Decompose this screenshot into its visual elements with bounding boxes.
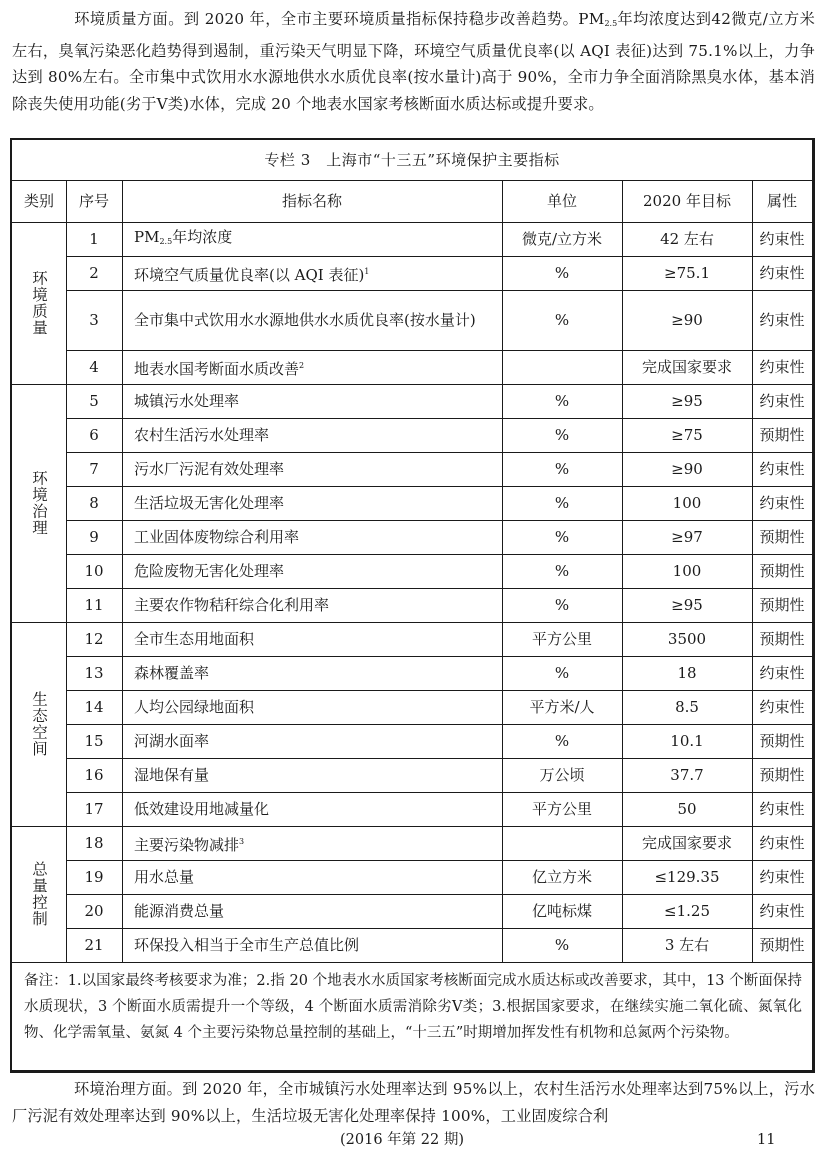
attribute-value: 约束性 <box>759 868 805 886</box>
target-value: ≥75.1 <box>664 264 710 282</box>
attribute-value: 约束性 <box>759 698 805 716</box>
target-value: ≤129.35 <box>654 868 720 886</box>
attribute-value: 约束性 <box>759 392 805 410</box>
unit-value: 万公顷 <box>539 766 585 784</box>
indicator-name-main: 河湖水面率 <box>134 732 210 750</box>
indicator-name-text <box>134 262 369 285</box>
attribute-value: 约束性 <box>759 264 805 282</box>
indicator-name <box>122 724 502 758</box>
indicator-name-text <box>134 867 194 887</box>
intro-paragraph <box>12 6 815 117</box>
unit-value: % <box>554 664 570 682</box>
row-number: 16 <box>84 766 104 784</box>
intro-text-part1: 环境质量方面。到 2020 年，全市主要环境质量指标保持稳步改善趋势。PM <box>74 10 605 28</box>
indicator-name-main: 污水厂污泥有效处理率 <box>134 460 285 478</box>
indicator-name <box>122 690 502 724</box>
attribute-value: 约束性 <box>759 664 805 682</box>
indicator-name-text <box>134 356 304 379</box>
attribute-value: 预期性 <box>759 528 805 546</box>
indicator-name <box>122 622 502 656</box>
indicator-name <box>122 894 502 928</box>
row-number: 11 <box>84 596 104 614</box>
target-value: 8.5 <box>675 698 699 716</box>
row-number: 17 <box>84 800 104 818</box>
unit-value: 亿立方米 <box>531 868 592 886</box>
pm-subscript: 2.5 <box>159 236 173 246</box>
unit-value: % <box>554 311 570 329</box>
indicator-name <box>122 792 502 826</box>
row-number: 7 <box>89 460 99 478</box>
target-value: ≥95 <box>671 596 703 614</box>
indicator-name-main: 用水总量 <box>134 868 195 886</box>
indicator-name-main: PM <box>134 227 160 246</box>
divider-line <box>122 180 123 962</box>
row-number: 15 <box>84 732 104 750</box>
indicator-name-main: 全市生态用地面积 <box>134 630 255 648</box>
category-label: 环境质量 <box>30 270 48 336</box>
target-value: ≤1.25 <box>664 902 710 920</box>
row-number: 5 <box>89 392 99 410</box>
unit-value: 微克/立方米 <box>521 230 603 248</box>
indicator-name <box>122 256 502 290</box>
indicator-name-main: 环保投入相当于全市生产总值比例 <box>134 936 360 954</box>
row-number: 3 <box>89 311 99 329</box>
indicator-name-text <box>134 425 269 445</box>
indicator-name-main: 农村生活污水处理率 <box>134 426 270 444</box>
attribute-value: 约束性 <box>759 834 805 852</box>
bottom-paragraph <box>12 1076 815 1129</box>
target-value: 完成国家要求 <box>641 358 732 376</box>
indicator-name-text <box>134 663 209 683</box>
indicator-name <box>122 520 502 554</box>
row-number: 6 <box>89 426 99 444</box>
indicator-name-main: 全市集中式饮用水水源地供水水质优良率(按水量计) <box>134 311 476 329</box>
divider-line <box>752 180 753 962</box>
indicator-name <box>122 486 502 520</box>
target-value: 18 <box>677 664 697 682</box>
indicator-name-main: 低效建设用地减量化 <box>134 800 270 818</box>
indicator-name-text <box>134 391 239 411</box>
indicator-name <box>122 418 502 452</box>
row-number: 10 <box>84 562 104 580</box>
indicator-name <box>122 656 502 690</box>
unit-value: % <box>554 936 570 954</box>
attribute-value: 预期性 <box>759 426 805 444</box>
indicator-table <box>10 138 815 1073</box>
row-number: 2 <box>89 264 99 282</box>
indicator-name-main: 工业固体废物综合利用率 <box>134 528 300 546</box>
target-value: ≥95 <box>671 392 703 410</box>
indicator-name-text <box>134 310 476 330</box>
table-notes: 备注：1.以国家最终考核要求为准；2.指 20 个地表水水质国家考核断面完成水质达标或改善要求，其中，13 个断面保持水质现状，3 个断面水质需提升一个等级，4 个断面水质需消除劣Ⅴ类；3.根据国家要求，在继续实施二氧化硫、氮氧化物、化学需氧量、氨氮 4 个主要污染物总量控制的基础上，“十三五”时期增加挥发性有机物和总氮两个污染物。 <box>24 973 802 1041</box>
unit-value: % <box>554 528 570 546</box>
indicator-name-text <box>134 595 329 615</box>
bottom-text: 环境治理方面。到 2020 年，全市城镇污水处理率达到 95%以上，农村生活污水处理率达到75%以上，污水厂污泥有效处理率达到 90%以上，生活垃圾无害化处理率保持 100%，工业固废综合利 <box>12 1080 815 1125</box>
indicator-name-main: 能源消费总量 <box>134 902 225 920</box>
attribute-value: 预期性 <box>759 732 805 750</box>
indicator-name-text <box>134 799 269 819</box>
indicator-name-main: 危险废物无害化处理率 <box>134 562 285 580</box>
attribute-value: 约束性 <box>759 902 805 920</box>
target-value: 100 <box>672 494 702 512</box>
row-number: 21 <box>84 936 104 954</box>
attribute-value: 约束性 <box>759 460 805 478</box>
indicator-name <box>122 222 502 256</box>
unit-value <box>502 350 622 384</box>
unit-value: % <box>554 392 570 410</box>
target-value: 37.7 <box>670 766 704 784</box>
divider-line <box>622 180 623 962</box>
footnote-marker: 1 <box>364 266 370 276</box>
unit-value: % <box>554 264 570 282</box>
target-value: 50 <box>677 800 697 818</box>
header-category: 类别 <box>23 192 54 210</box>
indicator-name <box>122 452 502 486</box>
indicator-name <box>122 928 502 962</box>
indicator-name-text <box>134 629 254 649</box>
indicator-name-text <box>134 765 209 785</box>
row-number: 13 <box>84 664 104 682</box>
indicator-name-main: 主要污染物减排 <box>134 835 240 854</box>
intro-text-part2: 年均浓度达到42微克/立方米左右，臭氧污染恶化趋势得到遏制，重污染天气明显下降，环境空气质量优良率(以 AQI 表征)达到 75.1%以上，力争达到 80%左右。全市集中式饮用水水源地供水水质优良率(按水量计)高于 90%，全市力争全面消除黑臭水体，基本消除丧失使用功能(劣于Ⅴ类)水体，完成 20 个地表水国家考核断面水质达标或提升要求。 <box>12 10 815 113</box>
indicator-name <box>122 860 502 894</box>
attribute-value: 约束性 <box>759 358 805 376</box>
attribute-value: 预期性 <box>759 936 805 954</box>
indicator-name <box>122 758 502 792</box>
unit-value: % <box>554 596 570 614</box>
indicator-name <box>122 384 502 418</box>
unit-value: % <box>554 494 570 512</box>
indicator-name-text <box>134 227 232 252</box>
attribute-value: 约束性 <box>759 311 805 329</box>
indicator-name <box>122 350 502 384</box>
unit-value: 亿吨标煤 <box>531 902 592 920</box>
issue-label: (2016 年第 22 期) <box>340 1132 464 1148</box>
row-number: 1 <box>89 230 99 248</box>
indicator-name-text <box>134 935 359 955</box>
row-number: 9 <box>89 528 99 546</box>
header-unit: 单位 <box>546 192 577 210</box>
indicator-name <box>122 554 502 588</box>
target-value: ≥90 <box>671 460 703 478</box>
row-number: 14 <box>84 698 104 716</box>
indicator-name <box>122 588 502 622</box>
row-number: 4 <box>89 358 99 376</box>
row-number: 18 <box>84 834 104 852</box>
header-target: 2020 年目标 <box>643 192 731 210</box>
pm-subscript: 2.5 <box>604 19 618 28</box>
indicator-name-suffix: 年均浓度 <box>172 227 233 246</box>
attribute-value: 预期性 <box>759 766 805 784</box>
unit-value: 平方公里 <box>531 630 592 648</box>
header-name: 指标名称 <box>281 192 342 210</box>
footnote-marker: 2 <box>299 360 305 370</box>
attribute-value: 预期性 <box>759 562 805 580</box>
indicator-name-main: 森林覆盖率 <box>134 664 210 682</box>
indicator-name-text <box>134 527 299 547</box>
target-value: 100 <box>672 562 702 580</box>
attribute-value: 约束性 <box>759 800 805 818</box>
row-number: 12 <box>84 630 104 648</box>
category-label: 总量控制 <box>30 861 48 927</box>
header-attr: 属性 <box>766 192 797 210</box>
target-value: 42 左右 <box>660 230 714 248</box>
category-label: 环境治理 <box>30 470 48 536</box>
indicator-name <box>122 290 502 350</box>
indicator-name-main: 地表水国考断面水质改善 <box>134 359 300 378</box>
divider-line <box>12 962 812 963</box>
attribute-value: 预期性 <box>759 630 805 648</box>
header-no: 序号 <box>78 192 109 210</box>
indicator-name-main: 湿地保有量 <box>134 766 210 784</box>
indicator-name-main: 人均公园绿地面积 <box>134 698 255 716</box>
category-label: 生态空间 <box>30 691 48 757</box>
unit-value: % <box>554 460 570 478</box>
target-value: ≥90 <box>671 311 703 329</box>
unit-value: % <box>554 426 570 444</box>
unit-value: 平方米/人 <box>529 698 595 716</box>
indicator-name-main: 主要农作物秸秆综合化利用率 <box>134 596 330 614</box>
indicator-name-text <box>134 697 254 717</box>
target-value: 3500 <box>667 630 707 648</box>
divider-line <box>502 180 503 962</box>
target-value: ≥75 <box>671 426 703 444</box>
row-number: 8 <box>89 494 99 512</box>
attribute-value: 约束性 <box>759 230 805 248</box>
indicator-name-main: 环境空气质量优良率(以 AQI 表征) <box>134 265 365 284</box>
table-title: 专栏 3 上海市“十三五”环境保护主要指标 <box>264 151 560 169</box>
indicator-name-main: 生活垃圾无害化处理率 <box>134 494 285 512</box>
row-number: 20 <box>84 902 104 920</box>
unit-value: % <box>554 732 570 750</box>
indicator-name-text <box>134 901 224 921</box>
target-value: 3 左右 <box>664 936 710 954</box>
target-value: 10.1 <box>670 732 704 750</box>
indicator-name-text <box>134 493 284 513</box>
page-number: 11 <box>757 1132 776 1148</box>
indicator-name-text <box>134 731 209 751</box>
target-value: 完成国家要求 <box>641 834 732 852</box>
indicator-name <box>122 826 502 860</box>
target-value: ≥97 <box>671 528 703 546</box>
attribute-value: 预期性 <box>759 596 805 614</box>
row-number: 19 <box>84 868 104 886</box>
divider-line <box>66 180 67 962</box>
unit-value: 平方公里 <box>531 800 592 818</box>
unit-value <box>502 826 622 860</box>
attribute-value: 约束性 <box>759 494 805 512</box>
unit-value: % <box>554 562 570 580</box>
indicator-name-text <box>134 459 284 479</box>
indicator-name-text <box>134 561 284 581</box>
footnote-marker: 3 <box>239 836 245 846</box>
indicator-name-main: 城镇污水处理率 <box>134 392 240 410</box>
indicator-name-text <box>134 832 244 855</box>
